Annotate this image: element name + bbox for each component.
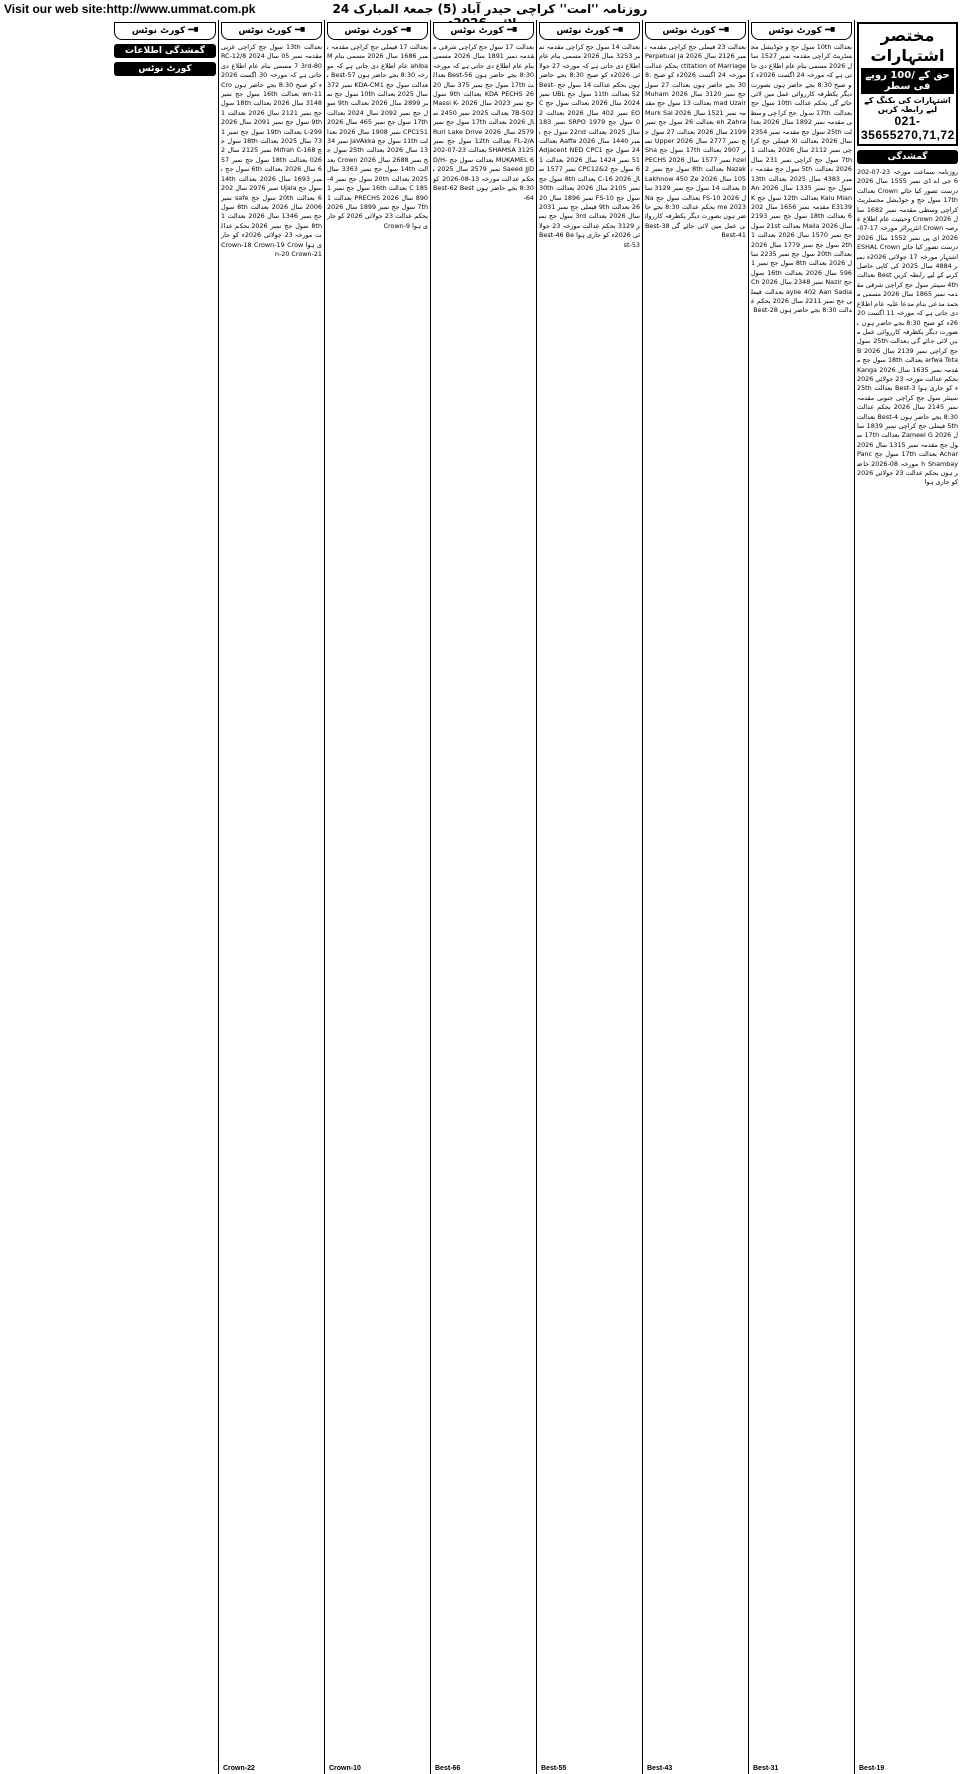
column-header-label: کورٹ نوٹس (131, 26, 186, 36)
column-header (539, 22, 640, 40)
column-text: بعدالت 10th سول جج و جوڈیشل مجسٹریٹ کراچی مقدمہ نمبر 1527 سال 2026 مسمی بنام عام اطلاع دی جاتی ہے کہ مورخہ 24 اگست 2026ء کو صبح 8:30 بجے حاضر ہوں بصورت دیگر یکطرفہ کارروائی عمل میں لائی جائے گی بحکم عدالت 10th سول جج بعدالت 17th سول جج کراچی وسطی مقدمہ نمبر 1892 سال 2026 بعدالت 25th سول جج مقدمہ نمبر 2354 سال 2026 بعدالت XI فیملی جج کراچی نمبر 2112 سال 2026 بعدالت 17th سول جج کراچی نمبر 231 سال 2026 بعدالت 5th سول جج مقدمہ نمبر 4383 سال 2025 بعدالت 13th سول جج نمبر 1335 سال 2026 AnKalu Mian بعدالت 12th سول جج KE3139 مقدمہ نمبر 1656 سال 2026 بعدالت 18th سول جج نمبر 2193 سال 2026 Maila بعدالت 21st سول جج نمبر 1570 سال 2026 بعدالت 12th سول جج نمبر 1779 سال 2026 بعدالت 20th سول جج نمبر 2235 سال 2026 بعدالت 8th سول جج نمبر 1596 سال 2026 بعدالت 16th سول جج Nazir نمبر 2348 سال 2026 Chaylie 402 Aan Sadia بعدالت فیملی جج نمبر 2211 سال 2026 بحکم عدالت 8:30 بجے حاضر ہوں Best-28 (751, 43, 852, 315)
columns-container (0, 20, 960, 1774)
column-footer: Best-43 (647, 1765, 673, 1772)
column-2 (748, 20, 854, 1774)
column-header-label: کورٹ نوٹس (556, 26, 610, 36)
gavel-icon (825, 27, 835, 35)
column-text: روزنامہ سماعت مورخہ 23-07-2026 جی اے ڈی نمبر 1555 سال 2026 درست تصور کیا جائے Crown بعدالت 17th سول جج و جوڈیشل مجسٹریٹ کراچی وسطی مقدمہ نمبر 1682 سال 2026 Crown وحیثیت عام اطلاع عرصہ Crown انٹرپرائز مورخہ 17-07-2026 ای پی نمبر 1552 سال 2026 درست تصور کیا جائے ESHAL Crown اشتہار مورخہ 17 جولائی 2026ء نمبر 4884 سال 2025 کی کاپی حاصل کرنے کے لیے رابطہ کریں Best بعدالت 4th سینئر سول جج کراچی شرقی مقدمہ نمبر 1865 سال 2026 مسمی محمد مدعی بنام مدعا علیہ عام اطلاع دی جاتی ہے کہ مورخہ 11 اگست 2026ء کو صبح 8:30 بجے حاضر ہوں بصورت دیگر یکطرفہ کارروائی عمل میں لائی جائے گی بعدالت 25th سول جج کراچی نمبر 2139 سال 2026 Barfwa Tota بعدالت 18th سول جج مقدمہ نمبر 1635 سال 2026 Kanga بحکم عدالت مورخہ 23 جولائی 2026ء کو جاری ہوا Best-3 بعدالت 25th سینئر سول جج کراچی جنوبی مقدمہ نمبر 2145 سال 2026 بحکم عدالت 8:30 بجے حاضر ہوں Best-4 بعدالت 5th فیملی جج کراچی نمبر 1839 سال 2026 Zameel G بعدالت 17th سول جج مقدمہ نمبر 1315 سال 2026 Achar بعدالت 17th سول جج Panch Shambay مورخہ 08-2026 حاضر ہوں بحکم عدالت 23 جولائی 2026 کو جاری ہوا (857, 168, 958, 487)
masthead: روزنامہ ''امت'' کراچی حیدر آباد (5) جمعۃ المبارک 24 (332, 2, 648, 16)
column-3 (642, 20, 748, 1774)
classified-box (857, 22, 958, 146)
gavel-icon (295, 27, 305, 35)
column-4 (536, 20, 642, 1774)
column-footer: Best-66 (435, 1765, 461, 1772)
column-footer: Best-19 (859, 1765, 885, 1772)
column-5 (430, 20, 536, 1774)
column-header (433, 22, 534, 40)
column-footer: Crown-10 (329, 1765, 361, 1772)
column-header (751, 22, 852, 40)
gavel-icon (719, 27, 729, 35)
column-header-label: کورٹ نوٹس (662, 26, 716, 36)
classified-rate: حق کے /100 روپے فی سطر (861, 68, 954, 94)
column-text: بعدالت 13th سول جج کراچی غربی مقدمہ نمبر 05 سال 2024 RC-12/87 3rd-80 مسمی بنام عام اطلاع دی جاتی ہے کہ مورخہ 30 اگست 2026ء کو صبح 8:30 بجے حاضر ہوں Crown-11 بعدالت 16th سول جج نمبر 3148 سال 2026 بعدالت 18th سول جج نمبر 2121 سال 2026 بعدالت 19th سول جج نمبر 2091 سال 2026 L-299 بعدالت 19th سول جج نمبر 173 سال 2025 بعدالت 18th سول جج Mifrah C-168 نمبر 2125 سال 2026 بعدالت 18th سول جج نمبر 576 سال 2026 بعدالت 6th سول جج نمبر 1693 سال 2026 بعدالت 14th سول جج Ujala نمبر 2976 سال 2026 بعدالت 20th سول جج safe نمبر 2006 سال 2026 بعدالت 8th سول جج نمبر 1346 سال 2026 بعدالت 18th سول جج نمبر 2026 بحکم عدالت مورخہ 23 جولائی 2026ء کو جاری ہوا Crown-18 Crown-19 Crown-20 Crown-21 (221, 43, 322, 258)
column-header (645, 22, 746, 40)
gavel-icon (507, 27, 517, 35)
column-text: بعدالت 17 سول جج کراچی شرقی مقدمہ نمبر 1891 سال 2026 مسمی بنام عام اطلاع دی جاتی ہے کہ مورخہ 8:30 بجے حاضر ہوں Best-56 بعدالت 17th سول جج نمبر 375 سال 2026 KDA PECHS بعدالت 9th سول جج نمبر 2023 سال 2026 Massi K-7B-502 بعدالت 2025 نمبر 2450 سال 2026 بعدالت 17th سول جج نمبر 2579 سال 2026 Ruri Lake Drive FL-2/A بعدالت 12th سول جج نمبر 3125 SHAMSA بعدالت 23-07-2026 MUKAMEL بعدالت سول جج D/H-Saeed JJD نمبر 2579 سال 2025 بحکم عدالت مورخہ 13-08-2026 کو 8:30 بجے حاضر ہوں Best-62 Best-64 (433, 43, 534, 202)
section-banner-lost: گمشدگی (857, 150, 958, 164)
column-footer: Best-55 (541, 1765, 567, 1772)
gavel-icon (188, 27, 198, 35)
column-header (221, 22, 322, 40)
column-1 (854, 20, 960, 1774)
column-header-label: کورٹ نوٹس (344, 26, 398, 36)
column-header-label: کورٹ نوٹس (238, 26, 292, 36)
column-6 (324, 20, 430, 1774)
column-header (114, 22, 216, 40)
gavel-icon (613, 27, 623, 35)
section-banner-loss: گمشدگی اطلاعات (114, 44, 216, 58)
column-7 (218, 20, 324, 1774)
classified-note: اشتہارات کی بکنگ کے لیے رابطہ کریں (864, 96, 951, 114)
column-footer: Crown-22 (223, 1765, 255, 1772)
column-footer: Best-31 (753, 1765, 779, 1772)
column-header-label: کورٹ نوٹس (450, 26, 504, 36)
classified-phone: 021-35655270,71,72 (861, 114, 955, 142)
section-banner-court: کورٹ نوٹس (114, 62, 216, 76)
gavel-icon (401, 27, 411, 35)
column-text: بعدالت 17 فیملی جج کراچی مقدمہ نمبر 1686 سال 2026 مسمی بنام Mahiba عام اطلاع دی جاتی ہے کہ مورخہ 8:30 بجے حاضر ہوں Best-57 بعدالت سول جج KDA-CM1 نمبر 372 سال 2025 بعدالت 10th سول جج نمبر 2899 سال 2026 بعدالت 9th سول جج نمبر 2092 سال 2024 بعدالت 17th سول جج نمبر 465 سال 2026 CPC151 نمبر 1908 سال 2026 بعدالت 11th سول جج JaVAkka نمبر 3413 سال 2026 بعدالت 25th سول جج نمبر 2688 سال 2026 Crown بعدالت 14th سول جج نمبر 3363 سال 2025 بعدالت 20th سول جج نمبر 4-C 185 بعدالت 16th سول جج نمبر 1890 سال 2026 PRECHS بعدالت 17th سول جج نمبر 1899 سال 2026 بحکم عدالت 23 جولائی 2026 کو جاری ہوا Crown-9 (327, 43, 428, 230)
classified-title: مختصر اشتہارات (870, 26, 945, 65)
column-text: بعدالت 14 سول جج کراچی مقدمہ نمبر 3253 سال 2026 مسمی بنام عام اطلاع دی جاتی ہے کہ مورخہ 27 جولائی 2026ء کو صبح 8:30 بجے حاضر ہوں بحکم عدالت 14 سول جج Best-52 بعدالت 11th سول جج UBL نمبر 2024 سال 2026 بعدالت سول جج CEO نمبر 402 سال 2026 بعدالت 20 سول جج SRPO 1979 نمبر 183 سال 2025 بعدالت 22nd سول جج نمبر 1440 سال 2026 Aaffa بعدالت 24 سول جج Adjacent NED CPC151 نمبر 1424 سال 2026 بعدالت 16 سول جج CPC12&2 نمبر 1577 سال 2026 C-16 بعدالت 8th سول جج نمبر 2105 سال 2026 بعدالت 30th سول جج FS-10 نمبر 1896 سال 2026 بعدالت 9th فیملی جج نمبر 2031 سال 2026 بعدالت 3rd سول جج نمبر 3129 بحکم عدالت مورخہ 23 جولائی 2026ء کو جاری ہوا Best-46 Best-53 (539, 43, 640, 249)
column-header-label: کورٹ نوٹس (768, 26, 822, 36)
column-header (327, 22, 428, 40)
site-url[interactable]: Visit our web site:http://www.ummat.com.pk (4, 2, 256, 16)
column-text: بعدالت 23 فیملی جج کراچی مقدمہ نمبر 2126 سال 2026 Perpetual Jactitation of Marriage بحکم عدالت مورخہ 24 اگست 2026ء کو صبح 8:30 بجے حاضر ہوں بعدالت 27 سول جج نمبر 3120 سال 2026 Muhammad Uzair بعدالت 13 سول جج مقدمہ نمبر 1521 سال 2026 Murk Saleh Zahra بعدالت 26 سول جج نمبر 2199 سال 2026 بعدالت 27 سول جج نمبر 2777 سال 2026 Upper نمبر 2907 بعدالت 17th سول جج Shahzel نمبر 1577 سال 2026 PECHS Nazak بعدالت 8th سول جج نمبر 2105 سال 2026 Lakhnow 450 Zeb بعدالت 14 سول جج نمبر 3129 سال 2026 FS-10 بعدالت سول جج Name 2023 بحکم عدالت 8:30 بجے حاضر ہوں بصورت دیگر یکطرفہ کارروائی عمل میں لائی جائے گی Best-38 Best-41 (645, 43, 746, 240)
column-8 (112, 20, 218, 1774)
